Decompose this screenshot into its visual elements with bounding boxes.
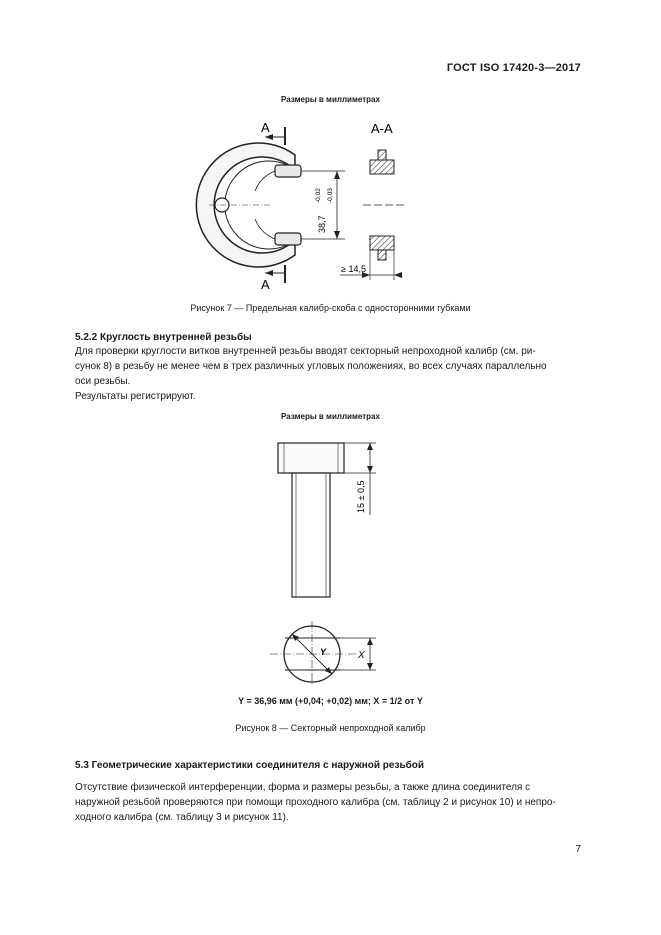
- section-profile-top: [370, 150, 394, 174]
- c-gauge-body: [196, 143, 301, 267]
- tolerance-lower: -0,03: [327, 188, 334, 203]
- section-5-2-2-text: [75, 344, 581, 404]
- label-y: Y: [320, 647, 327, 657]
- units-note: Размеры в миллиметрах: [281, 412, 380, 421]
- section-heading-5-3: 5.3 Геометрические характеристики соединителя с наружной резьбой: [75, 760, 425, 771]
- paragraph-line: наружной резьбой проверяются при помощи проходного калибра (см. таблицу 2 и рисунок 10) и непро-: [75, 797, 556, 808]
- section-profile-bottom: [370, 236, 394, 260]
- paragraph-line: сунок 8) в резьбу не менее чем в трех различных угловых положениях, во всех случаях параллельно: [75, 361, 547, 372]
- dimension-main: 38,7: [317, 215, 327, 233]
- document-header: ГОСТ ISO 17420-3—2017: [446, 62, 581, 74]
- section-label: А-А: [371, 121, 393, 136]
- tolerance-upper: -0,02: [315, 188, 322, 203]
- gauge-end-view: [270, 621, 356, 685]
- section-heading-5-2-2: 5.2.2 Круглость внутренней резьбы: [75, 332, 252, 343]
- paragraph-line: оси резьбы.: [75, 376, 131, 387]
- figure8-drawing: [260, 435, 400, 685]
- page-number: 7: [575, 844, 581, 855]
- paragraph-line: Для проверки круглости витков внутренней резьбы вводят секторный непроходной калибр (см. ри-: [75, 346, 536, 357]
- section-5-3-text: [75, 780, 581, 825]
- paragraph-line: ходного калибра (см. таблицу 3 и рисунок 11).: [75, 812, 289, 823]
- figure7-drawing: [195, 115, 435, 295]
- gauge-shank: [292, 473, 330, 597]
- paragraph-line: Отсутствие физической интерференции, форма и размеры резьбы, а также длина соединителя с: [75, 782, 531, 793]
- figure8-caption: Рисунок 8 — Секторный непроходной калибр: [235, 723, 426, 733]
- paragraph-line: Результаты регистрируют.: [75, 391, 196, 402]
- dimension-head-value: 15 ± 0,5: [356, 480, 366, 513]
- dimension-width: ≥ 14,5: [341, 264, 366, 274]
- figure8-formula: Y = 36,96 мм (+0,04; +0,02) мм; X = 1/2 от Y: [238, 696, 423, 706]
- cut-label-bottom: А: [261, 277, 270, 292]
- figure7-caption: Рисунок 7 — Предельная калибр-скоба с односторонними губками: [190, 303, 471, 313]
- label-x: X: [358, 650, 365, 661]
- units-note: Размеры в миллиметрах: [281, 95, 380, 104]
- gauge-handle-head: [278, 443, 344, 473]
- cut-label-top: А: [261, 120, 270, 135]
